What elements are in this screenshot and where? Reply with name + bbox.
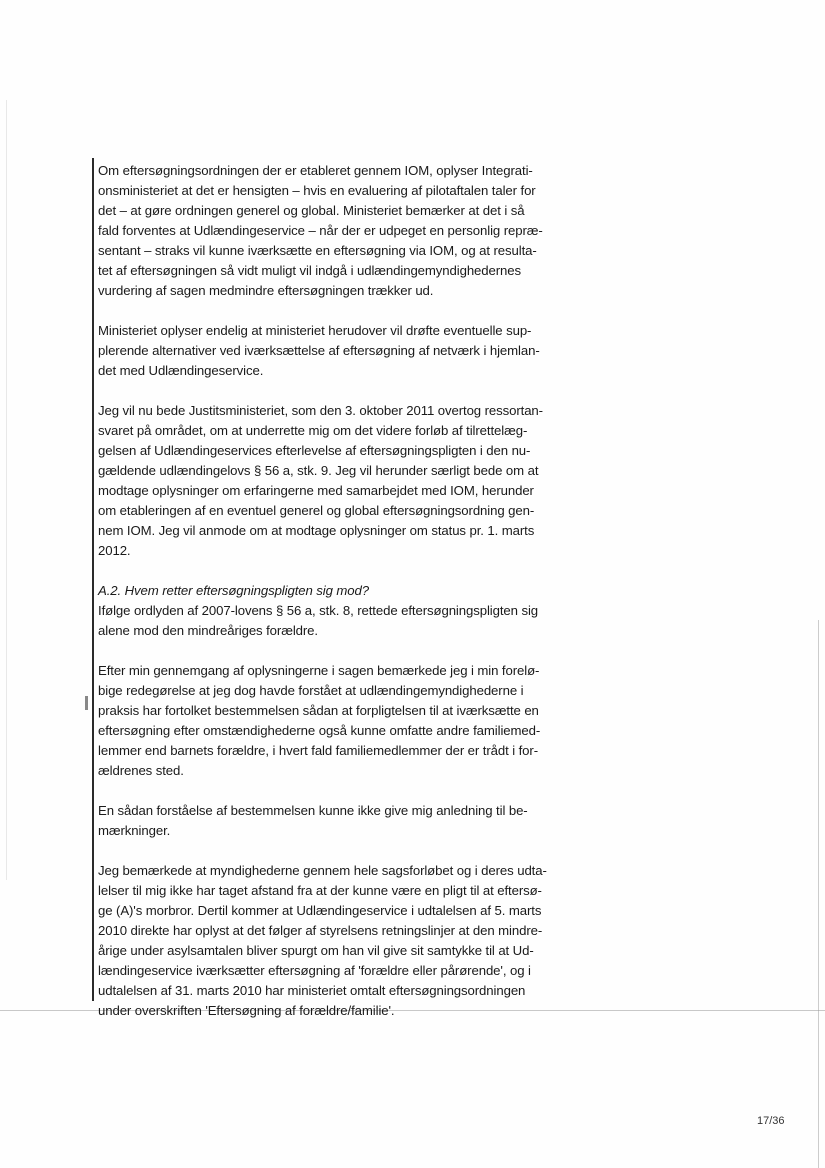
text-line: alene mod den mindreåriges forældre.: [98, 623, 318, 638]
margin-change-bar: [92, 158, 94, 1001]
text-line: 2010 direkte har oplyst at det følger af styrelsens retningslinjer at den mindre-: [98, 923, 543, 938]
text-line: lændingeservice iværksætter eftersøgning af 'forældre eller pårørende', og i: [98, 963, 531, 978]
text-line: mærkninger.: [98, 823, 171, 838]
text-line: fald forventes at Udlændingeservice – når der er udpeget en personlig repræ-: [98, 223, 543, 238]
text-line: årige under asylsamtalen bliver spurgt om han vil give sit samtykke til at Ud-: [98, 943, 534, 958]
paragraph-section-a2: [98, 581, 583, 641]
text-line: Efter min gennemgang af oplysningerne i sagen bemærkede jeg i min forelø-: [98, 663, 540, 678]
paragraph-gennemgang: [98, 661, 583, 781]
text-line: nem IOM. Jeg vil anmode om at modtage oplysninger om status pr. 1. marts: [98, 523, 535, 538]
text-line: eftersøgning efter omstændighederne også kunne omfatte andre familiemed-: [98, 723, 541, 738]
paragraph-supplerende-alternativer: [98, 321, 583, 381]
text-line: Jeg bemærkede at myndighederne gennem hele sagsforløbet og i deres udta-: [98, 863, 547, 878]
text-line: lemmer end barnets forældre, i hvert fald familiemedlemmer der er trådt i for-: [98, 743, 539, 758]
text-line: En sådan forståelse af bestemmelsen kunne ikke give mig anledning til be-: [98, 803, 528, 818]
text-line: Jeg vil nu bede Justitsministeriet, som den 3. oktober 2011 overtog ressortan-: [98, 403, 543, 418]
text-line: under overskriften 'Eftersøgning af forældre/familie'.: [98, 1003, 395, 1018]
text-line: svaret på området, om at underrette mig om det videre forløb af tilrettelæg-: [98, 423, 528, 438]
text-line: det med Udlændingeservice.: [98, 363, 264, 378]
paragraph-forstaaelse: [98, 801, 583, 841]
text-line: Ministeriet oplyser endelig at ministeriet herudover vil drøfte eventuelle sup-: [98, 323, 532, 338]
text-line: plerende alternativer ved iværksættelse af eftersøgning af netværk i hjemlan-: [98, 343, 540, 358]
document-body: [98, 161, 583, 1041]
text-line: bige redegørelse at jeg dog havde forstået at udlændingemyndighederne i: [98, 683, 524, 698]
section-heading: A.2. Hvem retter eftersøgningspligten sig mod?: [98, 583, 369, 598]
text-line: lelser til mig ikke har taget afstand fra at der kunne være en pligt til at eftersø-: [98, 883, 542, 898]
text-line: Om eftersøgningsordningen der er etableret gennem IOM, oplyser Integrati-: [98, 163, 533, 178]
scan-artifact-right-line: [818, 620, 819, 1168]
paragraph-justitsministeriet: [98, 401, 583, 561]
text-line: om etableringen af en eventuel generel og global eftersøgningsordning gen-: [98, 503, 535, 518]
text-line: tet af eftersøgningen så vidt muligt vil indgå i udlændingemyndighedernes: [98, 263, 522, 278]
text-line: ge (A)'s morbror. Dertil kommer at Udlændingeservice i udtalelsen af 5. marts: [98, 903, 542, 918]
text-line: sentant – straks vil kunne iværksætte en eftersøgning via IOM, og at resulta-: [98, 243, 537, 258]
text-line: udtalelsen af 31. marts 2010 har ministeriet omtalt eftersøgningsordningen: [98, 983, 526, 998]
text-line: det – at gøre ordningen generel og global. Ministeriet bemærker at det i så: [98, 203, 525, 218]
text-line: modtage oplysninger om erfaringerne med samarbejdet med IOM, herunder: [98, 483, 534, 498]
text-line: 2012.: [98, 543, 131, 558]
page-number: 17/36: [757, 1115, 785, 1127]
text-line: onsministeriet at det er hensigten – hvis en evaluering af pilotaftalen taler for: [98, 183, 536, 198]
text-line: ældrenes sted.: [98, 763, 184, 778]
text-line: praksis har fortolket bestemmelsen sådan at forpligtelsen til at iværksætte en: [98, 703, 539, 718]
margin-mark: [85, 696, 88, 710]
text-line: gældende udlændingelovs § 56 a, stk. 9. Jeg vil herunder særligt bede om at: [98, 463, 539, 478]
scan-artifact-left-line: [6, 100, 7, 880]
paragraph-iom-ordning: [98, 161, 583, 301]
text-line: Ifølge ordlyden af 2007-lovens § 56 a, stk. 8, rettede eftersøgningspligten sig: [98, 603, 539, 618]
paragraph-myndighederne: [98, 861, 583, 1021]
text-line: vurdering af sagen medmindre eftersøgningen trækker ud.: [98, 283, 434, 298]
text-line: gelsen af Udlændingeservices efterlevelse af eftersøgningspligten i den nu-: [98, 443, 531, 458]
